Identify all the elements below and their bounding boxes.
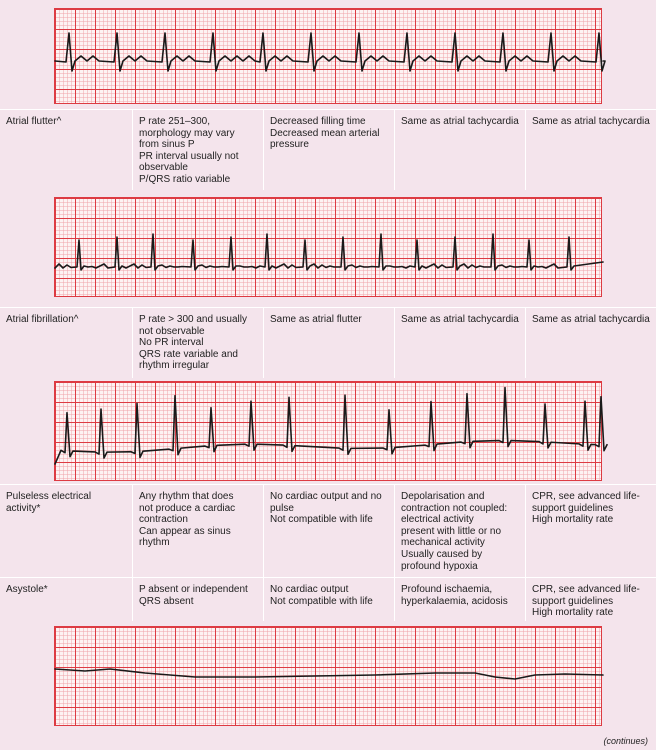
cell-text-line: No cardiac output and no xyxy=(270,491,382,502)
ecg-trace-line xyxy=(55,33,605,71)
cell-text-line: rhythm irregular xyxy=(139,360,210,372)
cell-text-line: CPR, see advanced life- xyxy=(532,491,640,502)
effects-cell xyxy=(264,485,395,578)
management-cell xyxy=(526,308,656,378)
effects-cell xyxy=(264,110,395,190)
ecg-features-cell xyxy=(133,485,264,578)
cell-text-line: present with little or no xyxy=(401,525,502,537)
cell-text-line: electrical activity xyxy=(401,514,474,526)
cell-text-line: Same as atrial tachycardia xyxy=(401,116,519,127)
cell-text-line: P absent or independent xyxy=(139,584,248,595)
table-row-atrial-fibrillation xyxy=(0,307,656,378)
ecg-trace-flutter xyxy=(55,9,601,103)
row-label-cell xyxy=(0,308,133,378)
management-cell xyxy=(526,110,656,190)
causes-cell xyxy=(395,308,526,378)
ecg-features-cell xyxy=(133,308,264,378)
ecg-trace-line xyxy=(55,388,607,464)
ecg-features-cell xyxy=(133,110,264,190)
cell-text-line: Same as atrial flutter xyxy=(270,314,362,325)
row-label-cell xyxy=(0,485,133,578)
ecg-strip-4 xyxy=(54,626,602,726)
ecg-strip-1 xyxy=(54,8,602,104)
cell-text-line: hyperkalaemia, acidosis xyxy=(401,595,508,607)
cell-text-line: Decreased filling time xyxy=(270,116,366,127)
causes-cell xyxy=(395,485,526,578)
continues-note: (continues) xyxy=(603,736,648,746)
cell-text-line: Usually caused by xyxy=(401,548,483,560)
cell-text-line: Asystole* xyxy=(6,584,48,595)
ecg-strip-band-4 xyxy=(0,620,656,730)
table-row-atrial-flutter xyxy=(0,109,656,190)
cell-text-line: Can appear as sinus xyxy=(139,525,231,537)
cell-text-line: Same as atrial tachycardia xyxy=(532,314,650,325)
cell-text-line: support guidelines xyxy=(532,595,614,607)
management-cell xyxy=(526,578,656,621)
cell-text-line: P rate 251–300, xyxy=(139,116,210,127)
cell-text-line: Depolarisation and xyxy=(401,491,485,502)
cell-text-line: P rate > 300 and usually xyxy=(139,314,247,325)
effects-cell xyxy=(264,578,395,621)
causes-cell xyxy=(395,578,526,621)
cell-text-line: High mortality rate xyxy=(532,607,614,619)
ecg-features-cell xyxy=(133,578,264,621)
cell-text-line: Not compatible with life xyxy=(270,514,373,526)
ecg-trace-fibrillation xyxy=(55,198,601,296)
ecg-strip-3 xyxy=(54,381,602,481)
cell-text-line: activity* xyxy=(6,502,41,514)
cell-text-line: Same as atrial tachycardia xyxy=(401,314,519,325)
management-cell xyxy=(526,485,656,578)
ecg-trace-irregular xyxy=(55,382,601,480)
cell-text-line: not observable xyxy=(139,325,205,337)
cell-text-line: morphology may vary xyxy=(139,127,235,139)
cell-text-line: QRS absent xyxy=(139,595,194,607)
cell-text-line: CPR, see advanced life- xyxy=(532,584,640,595)
cell-text-line: Same as atrial tachycardia xyxy=(532,116,650,127)
ecg-trace-asystole xyxy=(55,627,601,725)
row-label-cell xyxy=(0,110,133,190)
cell-text-line: Atrial fibrillation^ xyxy=(6,314,79,325)
ecg-strip-band-1 xyxy=(0,0,656,109)
cell-text-line: No PR interval xyxy=(139,337,204,349)
cell-text-line: from sinus P xyxy=(139,139,195,151)
cell-text-line: High mortality rate xyxy=(532,514,614,526)
cell-text-line: not produce a cardiac xyxy=(139,502,236,514)
cell-text-line: Any rhythm that does xyxy=(139,491,234,502)
cell-text-line: pulse xyxy=(270,502,294,514)
cell-text-line: observable xyxy=(139,162,188,174)
cell-text-line: No cardiac output xyxy=(270,584,349,595)
row-label-cell xyxy=(0,578,133,621)
cell-text-line: contraction not coupled: xyxy=(401,502,508,514)
cell-text-line: Atrial flutter^ xyxy=(6,116,62,127)
ecg-strip-band-2 xyxy=(0,189,656,307)
cell-text-line: Not compatible with life xyxy=(270,595,373,607)
ecg-trace-line xyxy=(55,234,603,270)
causes-cell xyxy=(395,110,526,190)
cell-text-line: support guidelines xyxy=(532,502,614,514)
cell-text-line: mechanical activity xyxy=(401,537,485,549)
effects-cell xyxy=(264,308,395,378)
cell-text-line: P/QRS ratio variable xyxy=(139,173,231,185)
cell-text-line: PR interval usually not xyxy=(139,150,239,162)
ecg-strip-2 xyxy=(54,197,602,297)
table-row-pea xyxy=(0,484,656,578)
table-row-asystole xyxy=(0,577,656,621)
cell-text-line: contraction xyxy=(139,514,188,526)
cell-text-line: Pulseless electrical xyxy=(6,491,92,502)
cell-text-line: pressure xyxy=(270,139,309,151)
cell-text-line: QRS rate variable and xyxy=(139,348,238,360)
cell-text-line: Decreased mean arterial xyxy=(270,127,380,139)
ecg-trace-line xyxy=(55,669,603,679)
cell-text-line: rhythm xyxy=(139,537,170,549)
cell-text-line: profound hypoxia xyxy=(401,560,478,572)
cell-text-line: Profound ischaemia, xyxy=(401,584,493,595)
ecg-strip-band-3 xyxy=(0,377,656,484)
